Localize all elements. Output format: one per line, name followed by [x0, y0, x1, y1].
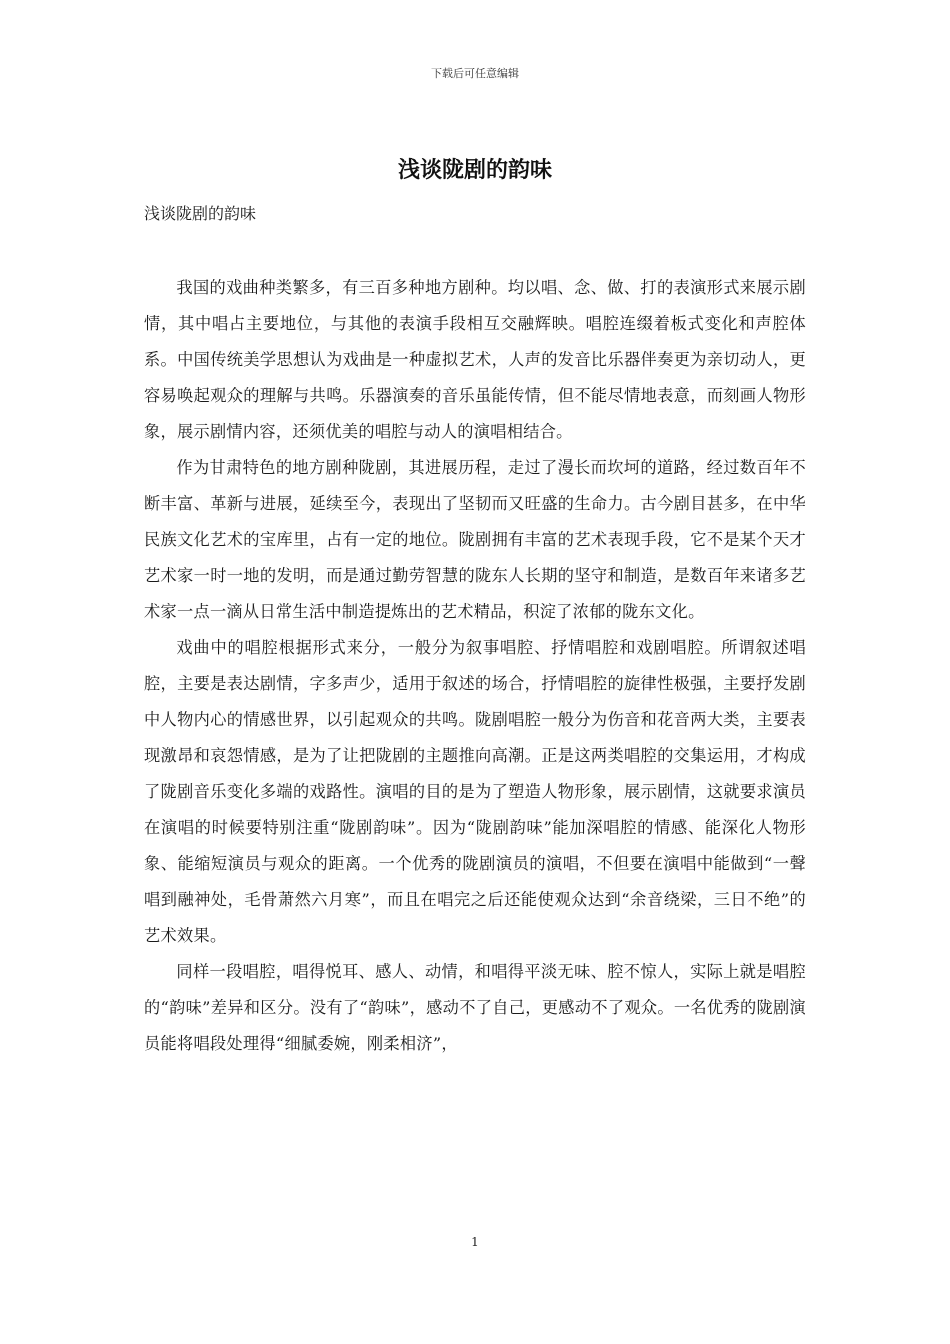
document-subtitle: 浅谈陇剧的韵味	[144, 204, 257, 223]
paragraph: 我国的戏曲种类繁多，有三百多种地方剧种。均以唱、念、做、打的表演形式来展示剧情，其中唱占主要地位，与其他的表演手段相互交融辉映。唱腔连缀着板式变化和声腔体系。中国传统美学思想认为戏曲是一种虚拟艺术，人声的发音比乐器伴奏更为亲切动人，更容易唤起观众的理解与共鸣。乐器演奏的音乐虽能传情，但不能尽情地表意，而刻画人物形象，展示剧情内容，还须优美的唱腔与动人的演唱相结合。	[144, 278, 806, 441]
page-header-note: 下载后可任意编辑	[431, 67, 519, 80]
document-title: 浅谈陇剧的韵味	[397, 157, 552, 183]
document-body	[144, 270, 806, 1062]
page-number: 1	[471, 1235, 479, 1249]
paragraph: 同样一段唱腔，唱得悦耳、感人、动情，和唱得平淡无味、腔不惊人，实际上就是唱腔的“韵味”差异和区分。没有了“韵味”，感动不了自己，更感动不了观众。一名优秀的陇剧演员能将唱段处理得“细腻委婉，刚柔相济”，	[144, 962, 806, 1053]
paragraph: 作为甘肃特色的地方剧种陇剧，其进展历程，走过了漫长而坎坷的道路，经过数百年不断丰富、革新与进展，延续至今，表现出了坚韧而又旺盛的生命力。古今剧目甚多，在中华民族文化艺术的宝库里，占有一定的地位。陇剧拥有丰富的艺术表现手段，它不是某个天才艺术家一时一地的发明，而是通过勤劳智慧的陇东人长期的坚守和制造，是数百年来诸多艺术家一点一滴从日常生活中制造提炼出的艺术精品，积淀了浓郁的陇东文化。	[144, 458, 806, 621]
paragraph: 戏曲中的唱腔根据形式来分，一般分为叙事唱腔、抒情唱腔和戏剧唱腔。所谓叙述唱腔，主要是表达剧情，字多声少，适用于叙述的场合，抒情唱腔的旋律性极强，主要抒发剧中人物内心的情感世界，以引起观众的共鸣。陇剧唱腔一般分为伤音和花音两大类，主要表现激昂和哀怨情感，是为了让把陇剧的主题推向高潮。正是这两类唱腔的交集运用，才构成了陇剧音乐变化多端的戏路性。演唱的目的是为了塑造人物形象，展示剧情，这就要求演员在演唱的时候要特别注重“陇剧韵味”。因为“陇剧韵味”能加深唱腔的情感、能深化人物形象、能缩短演员与观众的距离。一个优秀的陇剧演员的演唱，不但要在演唱中能做到“一聲唱到融神处，毛骨萧然六月寒”，而且在唱完之后还能使观众达到“余音绕梁，三日不绝”的艺术效果。	[144, 638, 806, 945]
